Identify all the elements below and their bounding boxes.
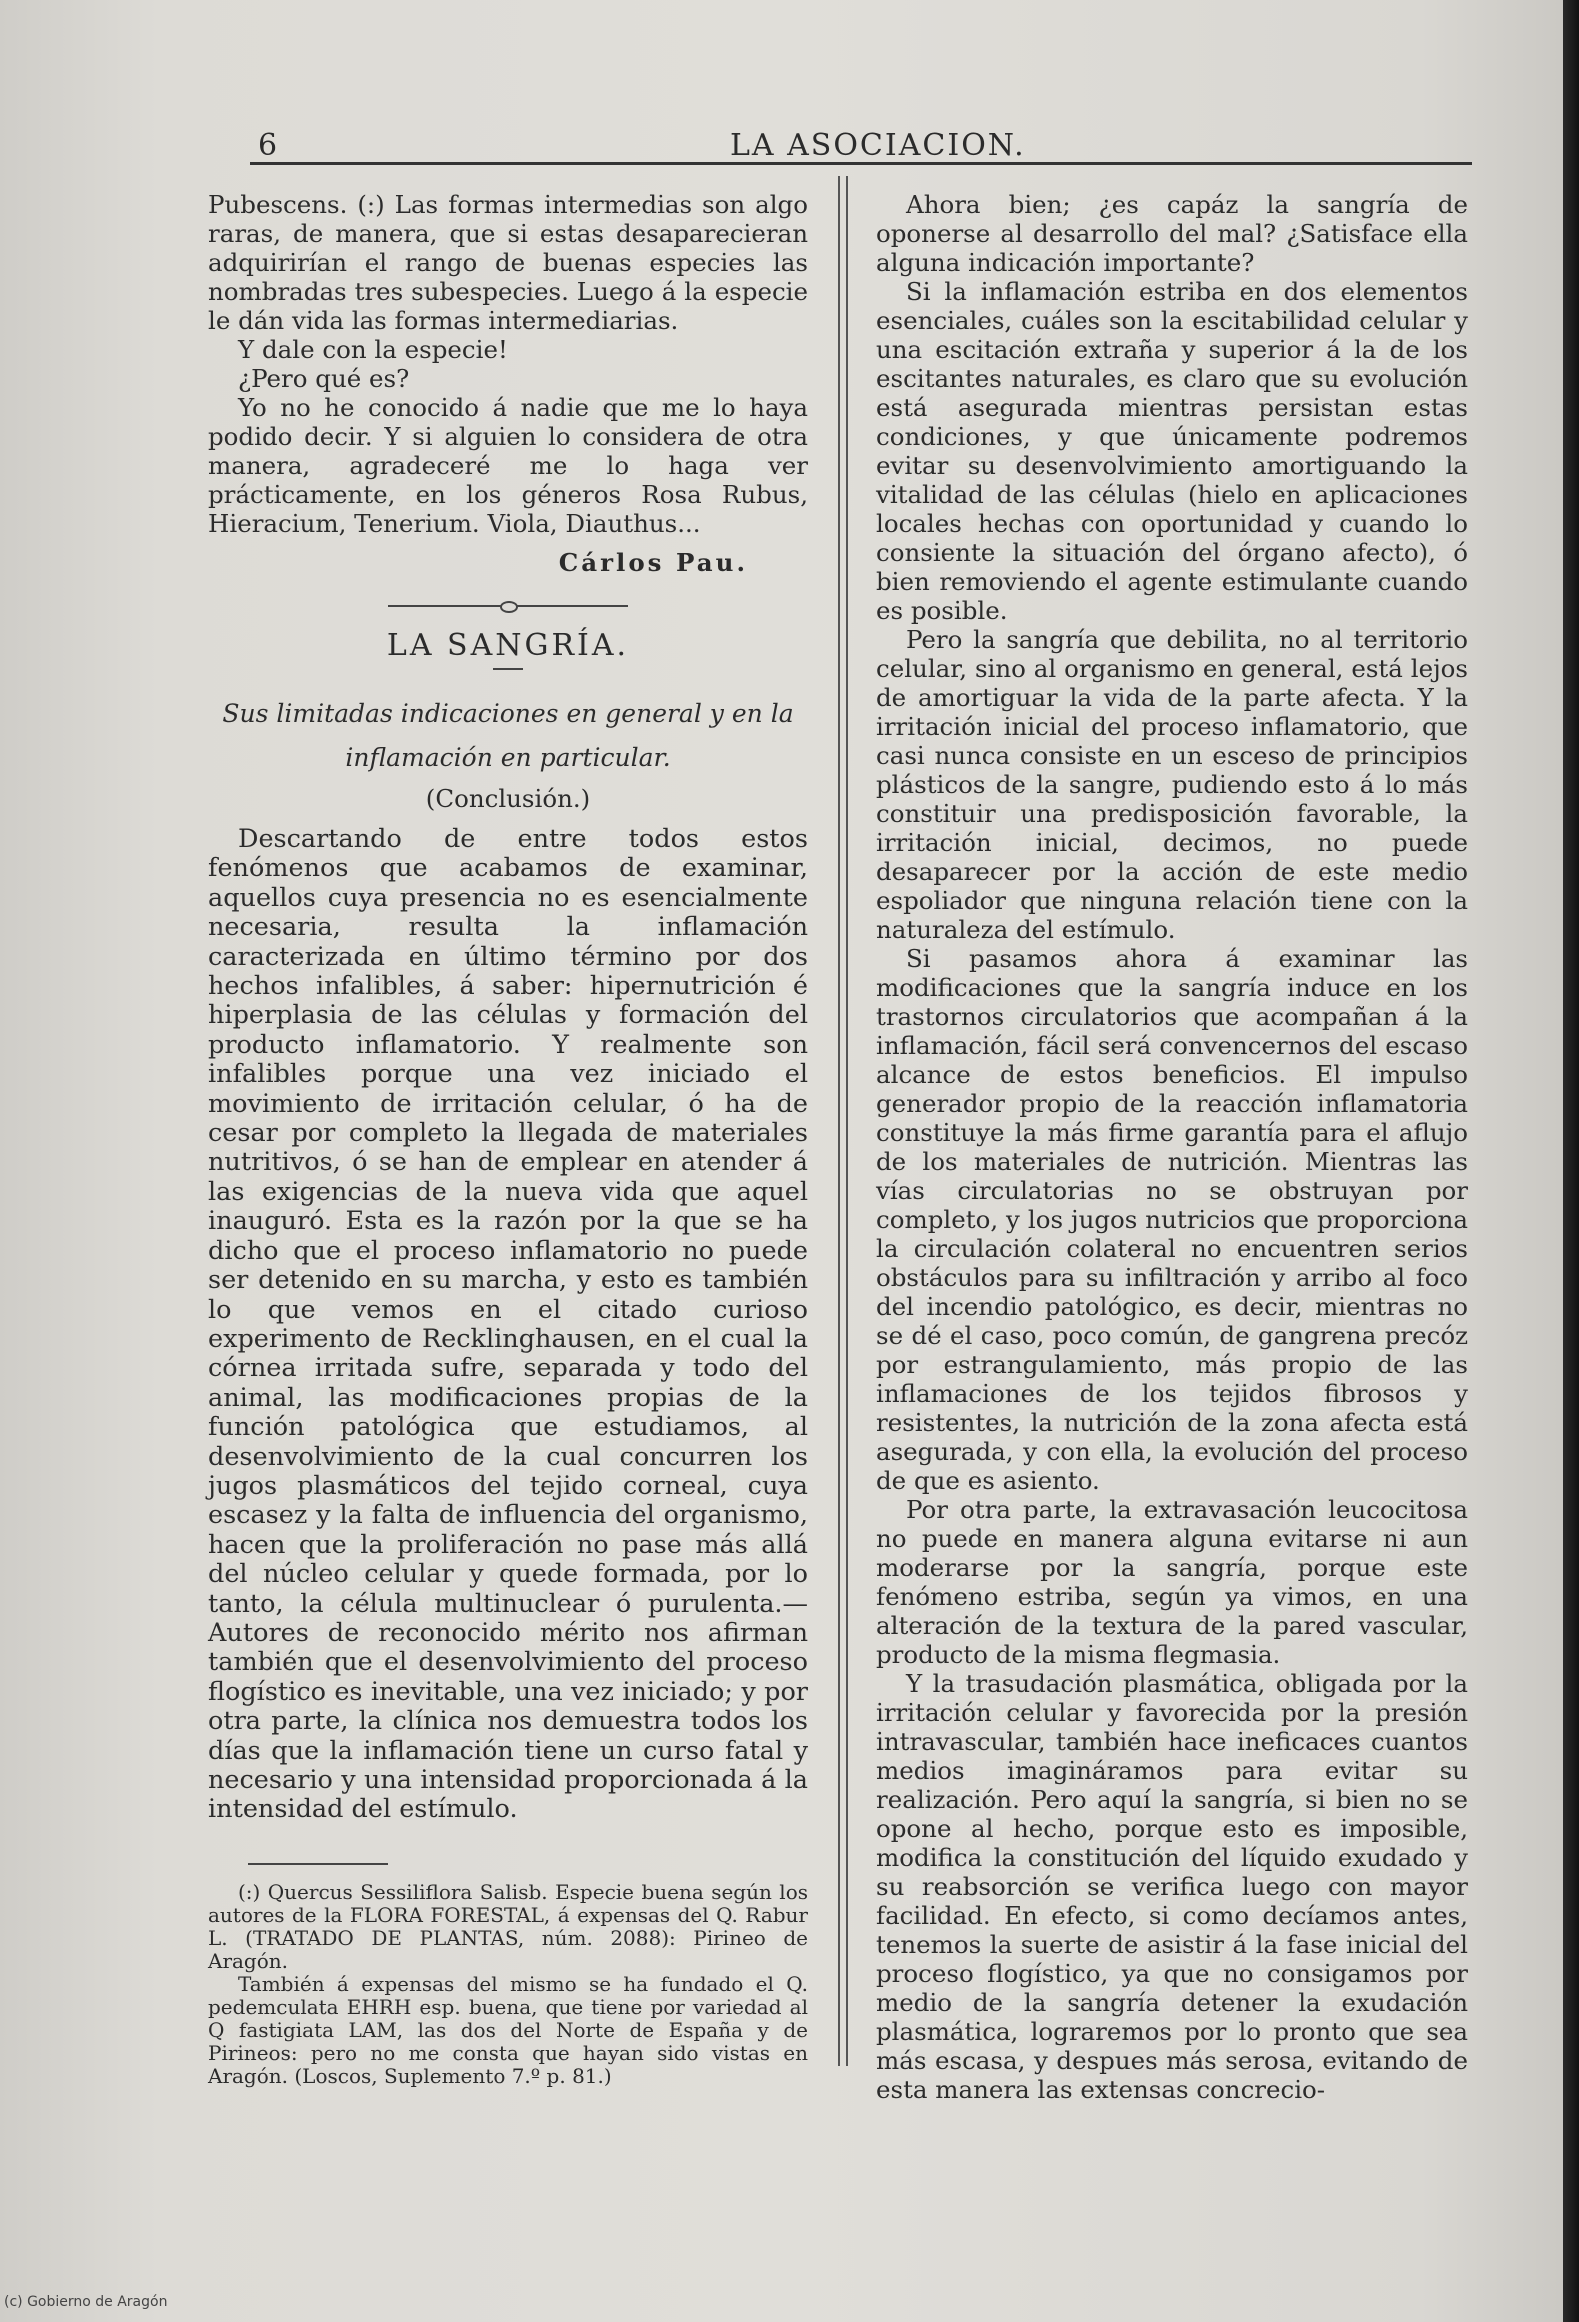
author-signature: Cárlos Pau. [558, 548, 748, 577]
page-edge-shadow [1563, 0, 1579, 2322]
paragraph: Ahora bien; ¿es capáz la sangría de oponerse al desarrollo del mal? ¿Satisface ella alguna indicación importante? [876, 190, 1468, 277]
conclusion-note: (Conclusión.) [425, 784, 591, 813]
paragraph: Por otra parte, la extravasación leucocitosa no puede en manera alguna evitarse ni aun moderarse por la sangría, porque este fenómeno estriba, según ya vimos, en una alteración de la textura de la pared vascular, producto de la misma flegmasia. [876, 1495, 1468, 1669]
right-column [876, 190, 1468, 2104]
paragraph: Y la trasudación plasmática, obligada por la irritación celular y favorecida por la presión intravascular, también hace ineficaces cuantos medios imagináramos para evitar su realización. Pero aquí la sangría, si bien no se opone al hecho, porque esto es imposible, modifica la constitución del líquido exudado y su reabsorción se verifica luego con mayor facilidad. En efecto, si como decíamos antes, tenemos la suerte de asistir á la fase inicial del proceso flogístico, ya que no consigamos por medio de la sangría detener la exudación plasmática, lograremos por lo pronto que sea más escasa, y despues más serosa, evitando de esta manera las extensas concrecio- [876, 1669, 1468, 2104]
paragraph: Y dale con la especie! [238, 335, 508, 364]
left-column [208, 190, 808, 2088]
paragraph: Si la inflamación estriba en dos elementos esenciales, cuáles son la escitabilidad celular y una escitación extraña y superior á la de los escitantes naturales, es claro que su evolución está asegurada mientras persistan estas condiciones, y que únicamente podremos evitar su desenvolvimiento amortiguando la vitalidad de las células (hielo en aplicaciones locales hechas con oportunidad y cuando lo consiente la situación del órgano afecto), ó bien removiendo el agente estimulante cuando es posible. [876, 277, 1468, 625]
column-divider [838, 176, 848, 2066]
page-header [250, 126, 1470, 166]
paragraph: Pubescens. (:) Las formas intermedias son algo raras, de manera, que si estas desaparecieran adquirirían el rango de buenas especies las nombradas tres subespecies. Luego á la especie le dán vida las formas intermediarias. [208, 190, 808, 335]
footnote-rule [248, 1863, 388, 1865]
header-rule [250, 162, 1472, 165]
paragraph: Si pasamos ahora á examinar las modificaciones que la sangría induce en los trastornos circulatorios que acompañan á la inflamación, fácil será convencernos del escaso alcance de estos beneficios. El impulso generador propio de la reacción inflamatoria constituye la más firme garantía para el aflujo de los materiales de nutrición. Mientras las vías circulatorias no se obstruyan por completo, y los jugos nutricios que proporciona la circulación colateral no encuentren serios obstáculos para su infiltración y arribo al foco del incendio patológico, es decir, mientras no se dé el caso, poco común, de gangrena precóz por estrangulamiento, más propio de las inflamaciones de los tejidos fibrosos y resistentes, la nutrición de la zona afecta está asegurada, y con ella, la evolución del proceso de que es asiento. [876, 944, 1468, 1495]
page-number: 6 [258, 128, 278, 163]
footnote: También á expensas del mismo se ha fundado el Q. pedemculata EHRH esp. buena, que tiene por variedad al Q fastigiata LAM, las dos del Norte de España y de Pirineos: pero no me consta que hayan sido vistas en Aragón. (Loscos, Suplemento 7.º p. 81.) [208, 1971, 808, 2088]
paragraph: Yo no he conocido á nadie que me lo haya podido decir. Y si alguien lo considera de otra manera, agradeceré me lo haga ver prácticamente, en los géneros Rosa Rubus, Hieracium, Tenerium. Viola, Diauthus... [208, 393, 808, 538]
footnote: (:) Quercus Sessiliflora Salisb. Especie buena según los autores de la FLORA FORESTAL, á expensas del Q. Rabur L. (TRATADO DE PLANTAS, núm. 2088): Pirineo de Aragón. [208, 1879, 808, 1973]
paragraph: Pero la sangría que debilita, no al territorio celular, sino al organismo en general, está lejos de amortiguar la vida de la parte afecta. Y la irritación inicial del proceso inflamatorio, que casi nunca consiste en un esceso de principios plásticos de la sangre, pudiendo esto á lo más constituir una predisposición favorable, la irritación inicial, decimos, no puede desaparecer por la acción de este medio espoliador que ninguna relación tiene con la naturaleza del estímulo. [876, 625, 1468, 944]
article-subtitle-line-2: inflamación en particular. [345, 743, 671, 772]
title-rule [493, 668, 523, 670]
running-head: LA ASOCIACION. [730, 128, 1026, 163]
article-subtitle-line-1: Sus limitadas indicaciones en general y en la [222, 699, 794, 728]
paragraph: ¿Pero qué es? [238, 364, 410, 393]
copyright-notice: (c) Gobierno de Aragón [4, 2294, 168, 2310]
section-ornament [388, 605, 628, 607]
paragraph: Descartando de entre todos estos fenómenos que acabamos de examinar, aquellos cuya presencia no es esencialmente necesaria, resulta la inflamación caracterizada en último término por dos hechos infalibles, á saber: hipernutrición é hiperplasia de las células y formación del producto inflamatorio. Y realmente son infalibles porque una vez iniciado el movimiento de irritación celular, ó ha de cesar por completo la llegada de materiales nutritivos, ó se han de emplear en atender á las exigencias de la nueva vida que aquel inauguró. Esta es la razón por la que se ha dicho que el proceso inflamatorio no puede ser detenido en su marcha, y esto es también lo que vemos en el citado curioso experimento de Recklinghausen, en el cual la córnea irritada sufre, separada y todo del animal, las modificaciones propias de la función patológica que estudiamos, al desenvolvimiento de la cual concurren los jugos plasmáticos del tejido corneal, cuya escasez y la falta de influencia del organismo, hacen que la proliferación no pase más allá del núcleo celular y quede formada, por lo tanto, la célula multinuclear ó purulenta.—Autores de reconocido mérito nos afirman también que el desenvolvimiento del proceso flogístico es inevitable, una vez iniciado; y por otra parte, la clínica nos demuestra todos los días que la inflamación tiene un curso fatal y necesario y una intensidad proporcionada á la intensidad del estímulo. [208, 824, 808, 1825]
section-title: LA SANGRÍA. [386, 628, 630, 663]
